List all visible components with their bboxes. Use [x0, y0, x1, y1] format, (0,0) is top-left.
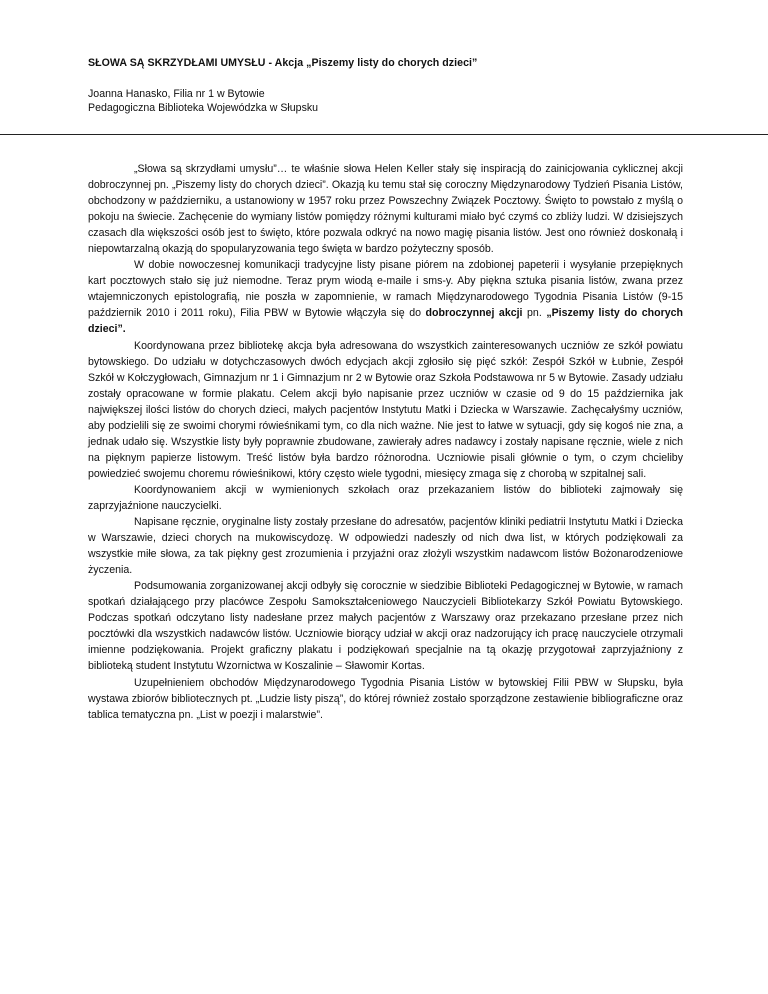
article-body [88, 161, 683, 723]
horizontal-divider [0, 134, 768, 135]
document-title: SŁOWA SĄ SKRZYDŁAMI UMYSŁU - Akcja „Piszemy listy do chorych dzieci” [88, 57, 478, 69]
author-name: Joanna Hanasko, Filia nr 1 w Bytowie [88, 88, 265, 100]
paragraph-3: Koordynowana przez bibliotekę akcja była adresowana do wszystkich zainteresowanych uczniów ze szkół powiatu bytowskiego. Do udziału w dotychczasowych dwóch edycjach akcji zgłosiło się pięć szkół: Zespół Szkół w Łubnie, Zespół Szkół w Kołczygłowach, Gimnazjum nr 1 i Gimnazjum nr 2 w Bytowie oraz Szkoła Podstawowa nr 5 w Bytowie. Zasady udziału zostały opracowane w formie plakatu. Celem akcji było napisanie przez uczniów w czasie od 9 do 15 października jak największej ilości listów do chorych dzieci, małych pacjentów Instytutu Matki i Dziecka w Warszawie. Zachęcałyśmy uczniów, aby podzielili się ze swoimi chorymi rówieśnikami tym, co dla nich ważne. Nie jest to łatwe w sytuacji, gdy się kogoś nie zna, a jednak udało się. Wszystkie listy były poprawnie zbudowane, zawierały adres nadawcy i zostały napisane ręcznie, wiele z nich na pięknym papierze listowym. Treść listów była bardzo różnorodna. Uczniowie pisali głównie o tym, o czym chcieliby powiedzieć swojemu choremu rówieśnikowi, który często wiele tygodni, miesięcy zmaga się z chorobą w szpitalnej sali. [88, 339, 683, 480]
paragraph-2-mid: pn. [522, 307, 547, 320]
paragraph-2-bold-title: „Piszemy listy do chorych dzieci”. [88, 307, 683, 336]
paragraph-2 [88, 257, 683, 337]
author-institution: Pedagogiczna Biblioteka Wojewódzka w Słupsku [88, 102, 319, 114]
paragraph-2-text: W dobie nowoczesnej komunikacji tradycyjne listy pisane piórem na zdobionej papeterii i wysyłanie przepięknych kart pocztowych stało się już niemodne. Teraz prym wiodą e-maile i sms-y. Aby piękna sztuka pisania listów, zwana przez wtajemniczonych epistolografią, nie poszła w zapomnienie, w ramach Międzynarodowego Tygodnia Pisania Listów (9-15 październik 2010 i 2011 roku), Filia PBW w Bytowie włączyła się do [88, 259, 683, 320]
paragraph-2-bold-action: dobroczynnej akcji [425, 307, 523, 320]
paragraph-1: „Słowa są skrzydłami umysłu”… te właśnie słowa Helen Keller stały się inspiracją do zainicjowania cyklicznej akcji dobroczynnej pn. „Piszemy listy do chorych dzieci”. Okazją ku temu stał się coroczny Międzynarodowy Tydzień Pisania Listów, obchodzony w październiku, a ustanowiony w 1957 roku przez Powszechny Związek Pocztowy. Święto to powstało z myślą o pokoju na świecie. Zachęcenie do wymiany listów pomiędzy różnymi kulturami miało być czymś co zbliży ludzi. W dzisiejszych czasach dla większości osób jest to święto, które pozwala odkryć na nowo magię pisania listów. Jest ono również doskonałą i niepowtarzalną okazją do spopularyzowania tego święta w bardzo pożyteczny sposób. [88, 163, 683, 256]
paragraph-4: Koordynowaniem akcji w wymienionych szkołach oraz przekazaniem listów do biblioteki zajmowały się zaprzyjaźnione nauczycielki. [88, 483, 683, 512]
paragraph-5: Napisane ręcznie, oryginalne listy zostały przesłane do adresatów, pacjentów kliniki pediatrii Instytutu Matki i Dziecka w Warszawie, dzieci chorych na mukowiscydozę. W odpowiedzi nadeszły od nich dwa list, w których podziękowali za wszystkie miłe słowa, za tak piękny gest zrozumienia i przyjaźni oraz złożyli wszystkim nadawcom listów Bożonarodzeniowe życzenia. [88, 516, 683, 577]
paragraph-7: Uzupełnieniem obchodów Międzynarodowego Tygodnia Pisania Listów w bytowskiej Filii PBW w Słupsku, była wystawa zbiorów bibliotecznych pt. „Ludzie listy piszą”, do której również zostało sporządzone zestawienie bibliograficzne oraz tablica tematyczna pn. „List w poezji i malarstwie”. [88, 676, 683, 721]
paragraph-6: Podsumowania zorganizowanej akcji odbyły się corocznie w siedzibie Biblioteki Pedagogicznej w Bytowie, w ramach spotkań działającego przy placówce Zespołu Samokształceniowego Nauczycieli Bibliotekarzy Szkół Powiatu Bytowskiego. Podczas spotkań odczytano listy nadesłane przez małych pacjentów z Warszawy oraz przekazano przesłane przez nich pocztówki dla wszystkich nadawców listów. Uczniowie biorący udział w akcji oraz nadzorujący ich pracę nauczyciele otrzymali imienne podziękowania. Projekt graficzny plakatu i podziękowań specjalnie na tą okazję przygotował zaprzyjaźniony z biblioteką student Instytutu Wzornictwa w Koszalinie – Sławomir Kortas. [88, 580, 683, 673]
author-block [88, 87, 318, 115]
